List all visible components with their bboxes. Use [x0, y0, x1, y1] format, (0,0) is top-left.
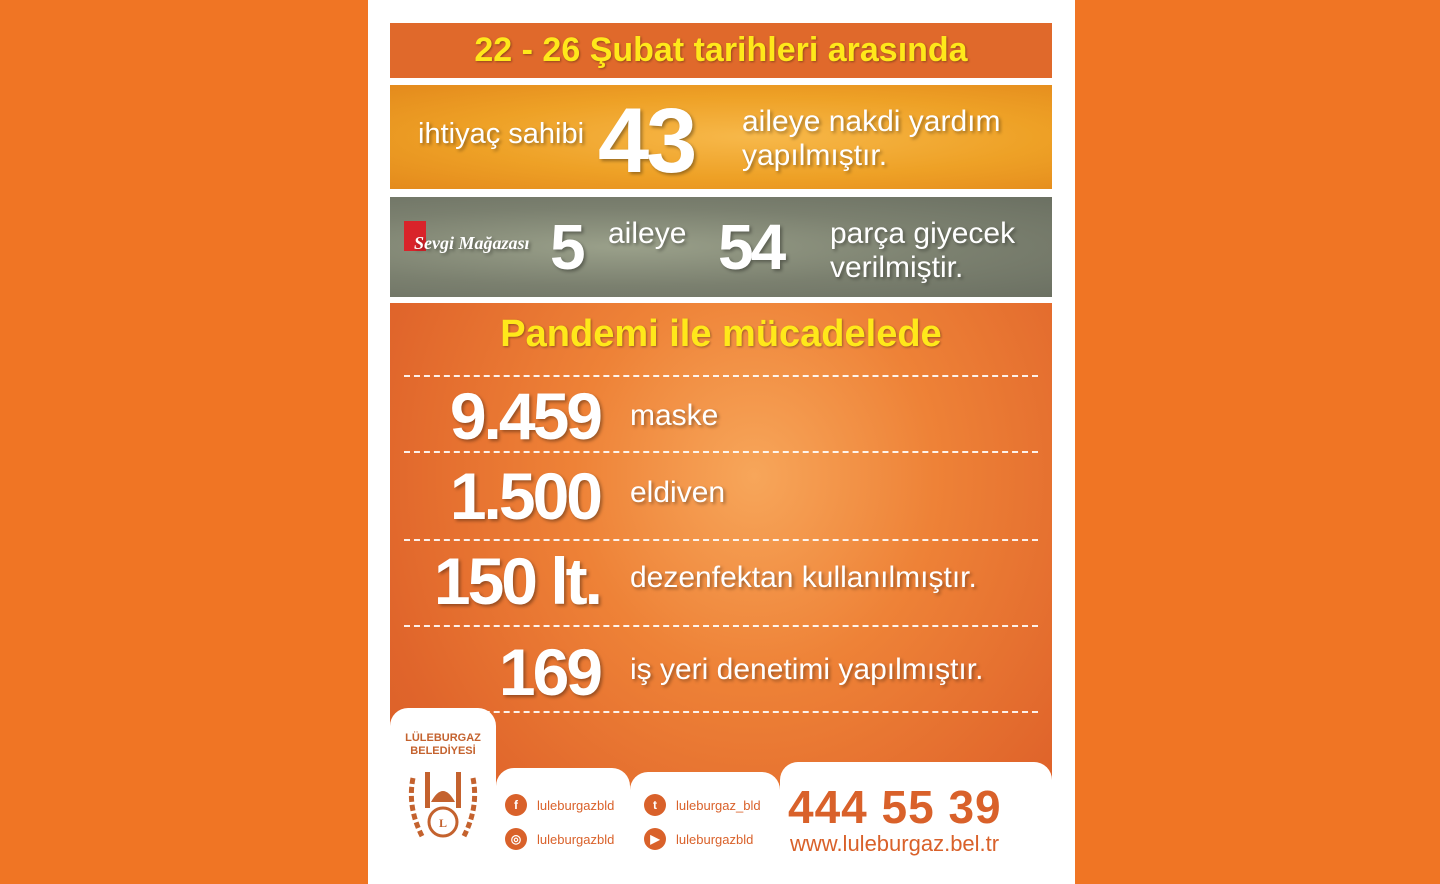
date-range-banner [390, 23, 1052, 78]
stat-label-masks: maske [630, 399, 719, 432]
cash-aid-prefix: ihtiyaç sahibi [418, 118, 585, 150]
divider [404, 625, 1038, 627]
stat-value-gloves: 1.500 [449, 459, 600, 533]
social-panel-left [496, 768, 630, 884]
pandemic-title: Pandemi ile mücadelede [500, 313, 942, 355]
love-store-logo-text: Sevgi Mağazası [414, 233, 530, 253]
love-store-families-count: 5 [550, 211, 583, 283]
cash-aid-suffix-line2: yapılmıştır. [742, 139, 888, 172]
social-youtube[interactable] [644, 828, 753, 850]
instagram-icon: ◎ [505, 828, 527, 850]
cash-aid-suffix-line1: aileye nakdi yardım [742, 105, 1001, 138]
municipality-logo [398, 732, 488, 854]
love-store-pieces-count: 54 [718, 211, 784, 283]
social-instagram[interactable] [505, 828, 614, 850]
stat-label-gloves: eldiven [630, 476, 726, 509]
twitter-handle: luleburgaz_bld [676, 797, 761, 813]
stat-label-disinfectant: dezenfektan kullanılmıştır. [630, 561, 977, 594]
divider [404, 711, 1038, 713]
facebook-icon: f [505, 794, 527, 816]
logo-line-2: BELEDİYESİ [410, 745, 476, 757]
divider [404, 539, 1038, 541]
website-link[interactable]: www.luleburgaz.bel.tr [790, 831, 1000, 856]
stat-label-inspections: iş yeri denetimi yapılmıştır. [630, 653, 984, 686]
social-facebook[interactable] [505, 794, 614, 816]
social-twitter[interactable] [644, 794, 761, 816]
facebook-handle: luleburgazbld [537, 797, 615, 813]
phone-number[interactable]: 444 55 39 [788, 781, 1002, 833]
stat-value-masks: 9.459 [449, 379, 600, 453]
youtube-icon: ▶ [644, 828, 666, 850]
stat-value-disinfectant: 150 lt. [433, 544, 600, 618]
date-range-title: 22 - 26 Şubat tarihleri arasında [474, 31, 968, 69]
love-store-pieces-line1: parça giyecek [830, 217, 1016, 250]
love-store-pieces-line2: verilmiştir. [830, 251, 964, 284]
municipality-emblem-icon [403, 758, 483, 850]
stat-value-inspections: 169 [498, 635, 600, 709]
twitter-icon: t [644, 794, 666, 816]
love-store-families-label: aileye [608, 217, 687, 250]
youtube-handle: luleburgazbld [676, 831, 754, 847]
svg-text:L: L [438, 816, 448, 830]
logo-line-1: LÜLEBURGAZ [405, 732, 481, 744]
instagram-handle: luleburgazbld [537, 831, 615, 847]
cash-aid-banner [390, 85, 1052, 192]
cash-aid-count: 43 [598, 90, 695, 192]
divider [404, 451, 1038, 453]
love-store-banner [390, 197, 1052, 297]
divider [404, 375, 1038, 377]
